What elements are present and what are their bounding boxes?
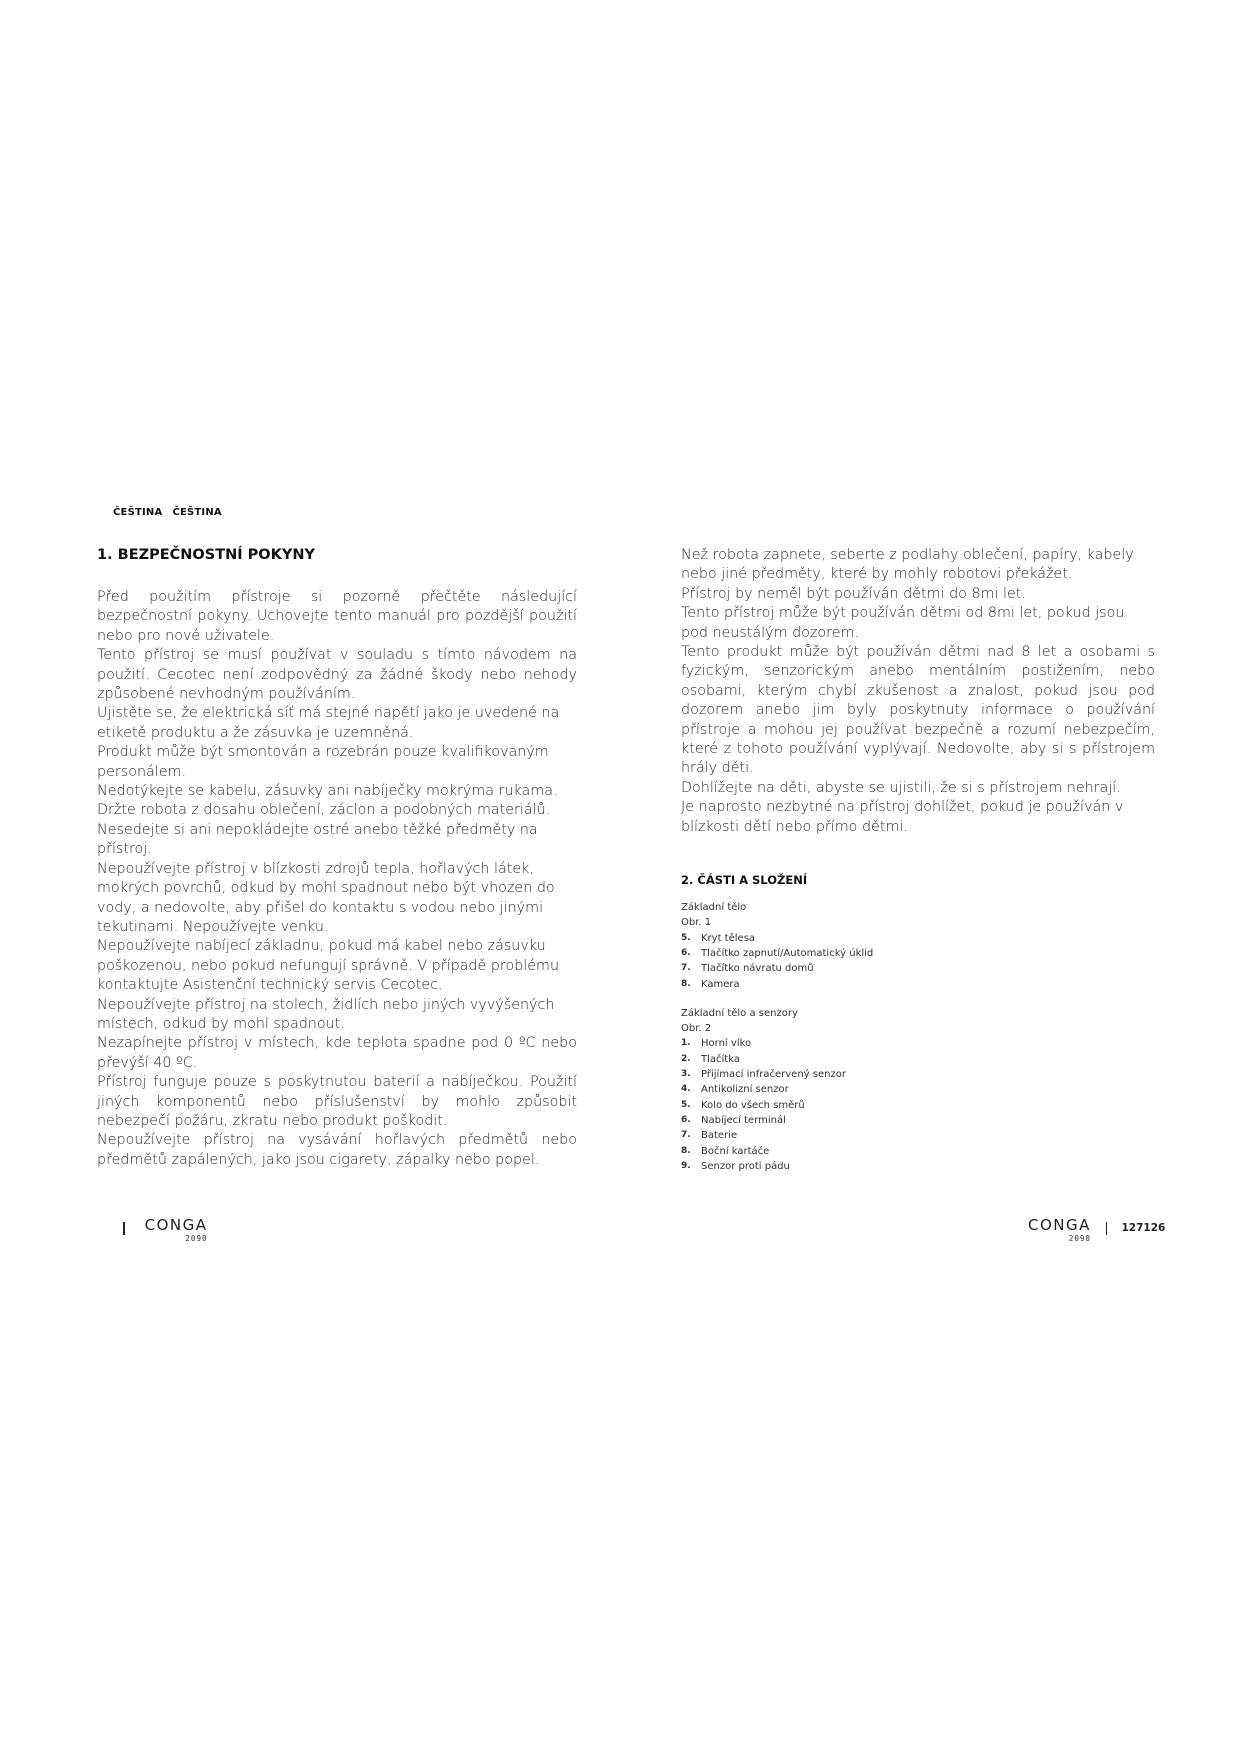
paragraph: Je naprosto nezbytné na přístroj dohlížet, pokud je používán v blízkosti dětí nebo přímo dětmi. — [681, 799, 1124, 835]
item-label: Kryt tělesa — [701, 932, 756, 944]
page-number: 127126 — [1121, 1222, 1166, 1234]
paragraph: Nezapínejte přístroj v místech, kde teplota spadne pod 0 ºC nebo převýší 40 ºC. — [97, 1035, 577, 1071]
safety-instructions — [97, 588, 577, 1170]
item-label: Antikolizní senzor — [701, 1084, 789, 1096]
left-column — [97, 546, 577, 1170]
list-item — [681, 1128, 1155, 1143]
paragraph: Nepoužívejte přístroj v blízkosti zdrojů tepla, hořlavých látek, mokrých povrchů, odkud by mohl spadnout nebo být vhozen do vody, a nedovolte, aby přišel do kontaktu s vodou nebo jinými tekutinami. Nepoužívejte venku. — [97, 860, 555, 935]
conga-logo — [1028, 1218, 1091, 1243]
item-label: Tlačítko návratu domů — [701, 963, 814, 975]
logo-text: CONGA — [144, 1216, 208, 1234]
paragraph: Nepoužívejte nabíjecí základnu, pokud má kabel nebo zásuvku poškozenou, nebo pokud nefungují správně. V případě problému kontaktujte Asistenční technický servis Cecotec. — [97, 938, 560, 994]
item-number: 8. — [681, 1145, 691, 1156]
paragraph: Držte robota z dosahu oblečení, záclon a podobných materiálů. — [97, 802, 551, 819]
item-number: 1. — [681, 1038, 691, 1049]
list-item — [681, 1113, 1155, 1128]
paragraph: Nepoužívejte přístroj na stolech, židlích nebo jiných vyvýšených místech, odkud by mohl spadnout. — [97, 996, 555, 1032]
item-label: Kolo do všech směrů — [701, 1099, 805, 1111]
paragraph: Nedotýkejte se kabelu, zásuvky ani nabíječky mokrýma rukama. — [97, 783, 558, 800]
paragraph: Tento přístroj může být používán dětmi od 8mi let, pokud jsou pod neustálým dozorem. — [681, 605, 1125, 641]
paragraph: Ujistěte se, že elektrická síť má stejné napětí jako je uvedené na etiketě produktu a že zásuvka je uzemněná. — [97, 705, 560, 741]
item-label: Tlačítka — [701, 1053, 740, 1065]
parts-group-main-body — [681, 900, 1155, 992]
paragraph: Nepoužívejte přístroj na vysávání hořlavých předmětů nebo předmětů zapálených, jako jsou cigarety, zápalky nebo popel. — [97, 1132, 577, 1168]
paragraph: Dohlížejte na děti, abyste se ujistili, že si s přístrojem nehrají. — [681, 779, 1121, 796]
logo-text: CONGA — [1028, 1216, 1091, 1234]
list-item — [681, 1082, 1155, 1097]
item-label: Horní víko — [701, 1038, 752, 1050]
item-number: 9. — [681, 1160, 691, 1171]
footer-divider — [1106, 1222, 1108, 1235]
paragraph: Tento produkt může být používán dětmi nad 8 let a osobami s fyzickým, senzorickým anebo mentálním postižením, nebo osobami, kterým chybí zkušenost a znalost, pokud jsou pod dozorem anebo jim byly poskytnuty informace o používání přístroje a mohou jej používat bezpečně a rozumí nebezpečím, které z tohoto používání vyplývají. Nedovolte, aby si s přístrojem hrály děti. — [681, 644, 1155, 777]
list-item — [681, 1144, 1155, 1159]
list-item — [681, 1098, 1155, 1113]
right-column — [681, 546, 1155, 1174]
section-2-title: 2. ČÁSTI A SLOŽENÍ — [681, 873, 808, 888]
list-item — [681, 977, 1155, 992]
item-number: 3. — [681, 1069, 691, 1080]
list-item — [681, 1067, 1155, 1082]
item-number: 6. — [681, 1114, 691, 1125]
item-label: Senzor proti pádu — [701, 1160, 790, 1172]
parts-group-body-and-sensors — [681, 1006, 1155, 1174]
footer-left — [123, 1218, 207, 1243]
paragraph: Produkt může být smontován a rozebrán pouze kvalifikovaným personálem. — [97, 744, 549, 780]
item-number: 5. — [681, 932, 691, 943]
language-label-1: ČEŠTINA — [113, 507, 163, 518]
item-number: 7. — [681, 963, 691, 974]
item-number: 6. — [681, 947, 691, 958]
figure-label: Obr. 1 — [681, 917, 712, 929]
item-number: 4. — [681, 1084, 691, 1095]
paragraph: Než robota zapnete, seberte z podlahy oblečení, papíry, kabely nebo jiné předměty, které by mohly robotovi překážet. — [681, 547, 1134, 583]
paragraph: Před použitím přístroje si pozorně přečtěte následující bezpečnostní pokyny. Uchovejte tento manuál pro pozdější použití nebo pro nové uživatele. — [97, 589, 577, 644]
list-item — [681, 931, 1155, 946]
paragraph: Přístroj funguje pouze s poskytnutou baterií a nabíječkou. Použití jiných komponentů nebo příslušenství by mohlo způsobit nebezpečí požáru, zkratu nebo produkt poškodit. — [97, 1074, 577, 1129]
item-number: 5. — [681, 1099, 691, 1110]
item-label: Nabíjecí terminál — [701, 1114, 786, 1126]
paragraph: Nesedejte si ani nepokládejte ostré anebo těžké předměty na přístroj. — [97, 821, 538, 858]
logo-model: 2090 — [185, 1234, 208, 1243]
item-label: Tlačítko zapnutí/Automatický úklid — [701, 947, 874, 959]
item-number: 7. — [681, 1130, 691, 1141]
safety-instructions-continued — [681, 546, 1155, 837]
list-item — [681, 1036, 1155, 1051]
item-number: 8. — [681, 978, 691, 989]
language-label-2: ČEŠTINA — [172, 507, 222, 518]
parts-list — [681, 1036, 1155, 1174]
paragraph: Přístroj by neměl být používán dětmi do 8mi let. — [681, 585, 1026, 602]
parts-section — [681, 873, 1155, 1174]
item-number: 2. — [681, 1053, 691, 1064]
conga-logo — [145, 1218, 208, 1243]
section-1-title: 1. BEZPEČNOSTNÍ POKYNY — [97, 547, 315, 563]
list-item — [681, 1052, 1155, 1067]
item-label: Baterie — [701, 1130, 738, 1142]
list-item — [681, 961, 1155, 976]
paragraph: Tento přístroj se musí používat v souladu s tímto návodem na použití. Cecotec není zodpovědný za žádné škody nebo nehody způsobené nevhodným používáním. — [97, 647, 577, 703]
parts-list — [681, 931, 1155, 992]
language-header — [113, 507, 222, 518]
group-heading: Základní tělo — [681, 902, 747, 914]
logo-model: 2090 — [1068, 1234, 1091, 1243]
figure-label: Obr. 2 — [681, 1023, 712, 1035]
group-heading: Základní tělo a senzory — [681, 1007, 798, 1019]
item-label: Kamera — [701, 978, 740, 990]
list-item — [681, 1159, 1155, 1174]
list-item — [681, 946, 1155, 961]
footer-right — [1028, 1218, 1165, 1243]
footer-divider — [123, 1222, 125, 1235]
item-label: Přijímací infračervený senzor — [701, 1069, 846, 1081]
item-label: Boční kartáče — [701, 1145, 770, 1157]
